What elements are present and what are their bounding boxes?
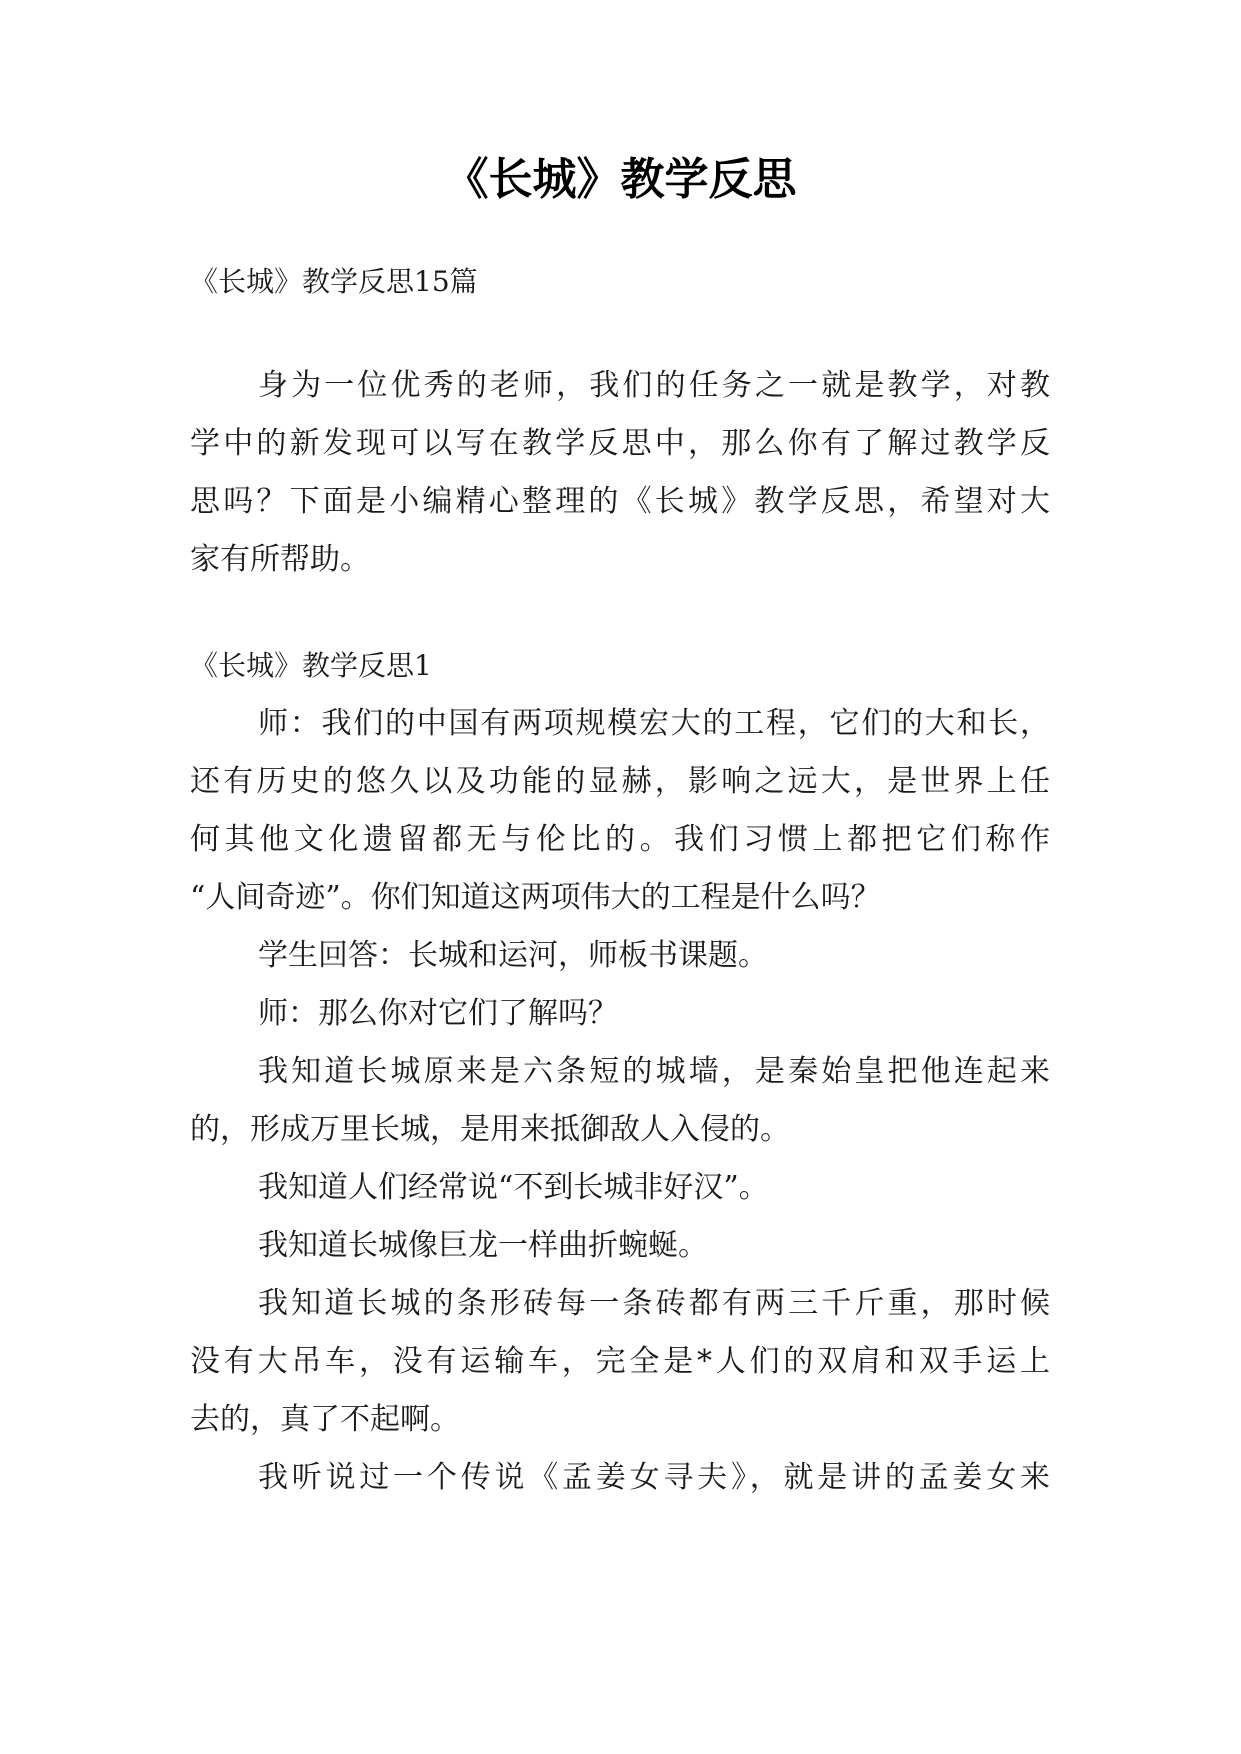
intro-line: 思吗？下面是小编精心整理的《长城》教学反思，希望对大	[190, 484, 1050, 519]
body-line: 我知道人们经常说“不到长城非好汉”。	[258, 1170, 769, 1205]
body-line: 何其他文化遗留都无与伦比的。我们习惯上都把它们称作	[190, 822, 1050, 857]
body-line: 还有历史的悠久以及功能的显赫，影响之远大，是世界上任	[190, 764, 1050, 799]
body-line: “人间奇迹”。你们知道这两项伟大的工程是什么吗？	[190, 880, 881, 915]
body-line: 我知道长城原来是六条短的城墙，是秦始皇把他连起来	[258, 1054, 1050, 1089]
body-line: 去的，真了不起啊。	[190, 1402, 460, 1437]
body-line: 我知道长城像巨龙一样曲折蜿蜒。	[258, 1228, 708, 1263]
document-subtitle: 《长城》教学反思15篇	[190, 265, 478, 298]
document-title: 《长城》教学反思	[444, 154, 797, 205]
body-line: 我听说过一个传说《孟姜女寻夫》，就是讲的孟姜女来	[258, 1460, 1050, 1495]
intro-line: 家有所帮助。	[190, 542, 370, 577]
body-line: 没有大吊车，没有运输车，完全是*人们的双肩和双手运上	[190, 1344, 1050, 1379]
body-line: 师：我们的中国有两项规模宏大的工程，它们的大和长，	[258, 706, 1050, 741]
body-line: 的，形成万里长城，是用来抵御敌人入侵的。	[190, 1112, 790, 1147]
body-line: 学生回答：长城和运河，师板书课题。	[258, 938, 768, 973]
section-heading: 《长城》教学反思1	[190, 649, 432, 682]
intro-line: 身为一位优秀的老师，我们的任务之一就是教学，对教	[258, 368, 1050, 403]
body-line: 我知道长城的条形砖每一条砖都有两三千斤重，那时候	[258, 1286, 1050, 1321]
intro-line: 学中的新发现可以写在教学反思中，那么你有了解过教学反	[190, 426, 1050, 461]
body-line: 师：那么你对它们了解吗？	[258, 996, 618, 1031]
